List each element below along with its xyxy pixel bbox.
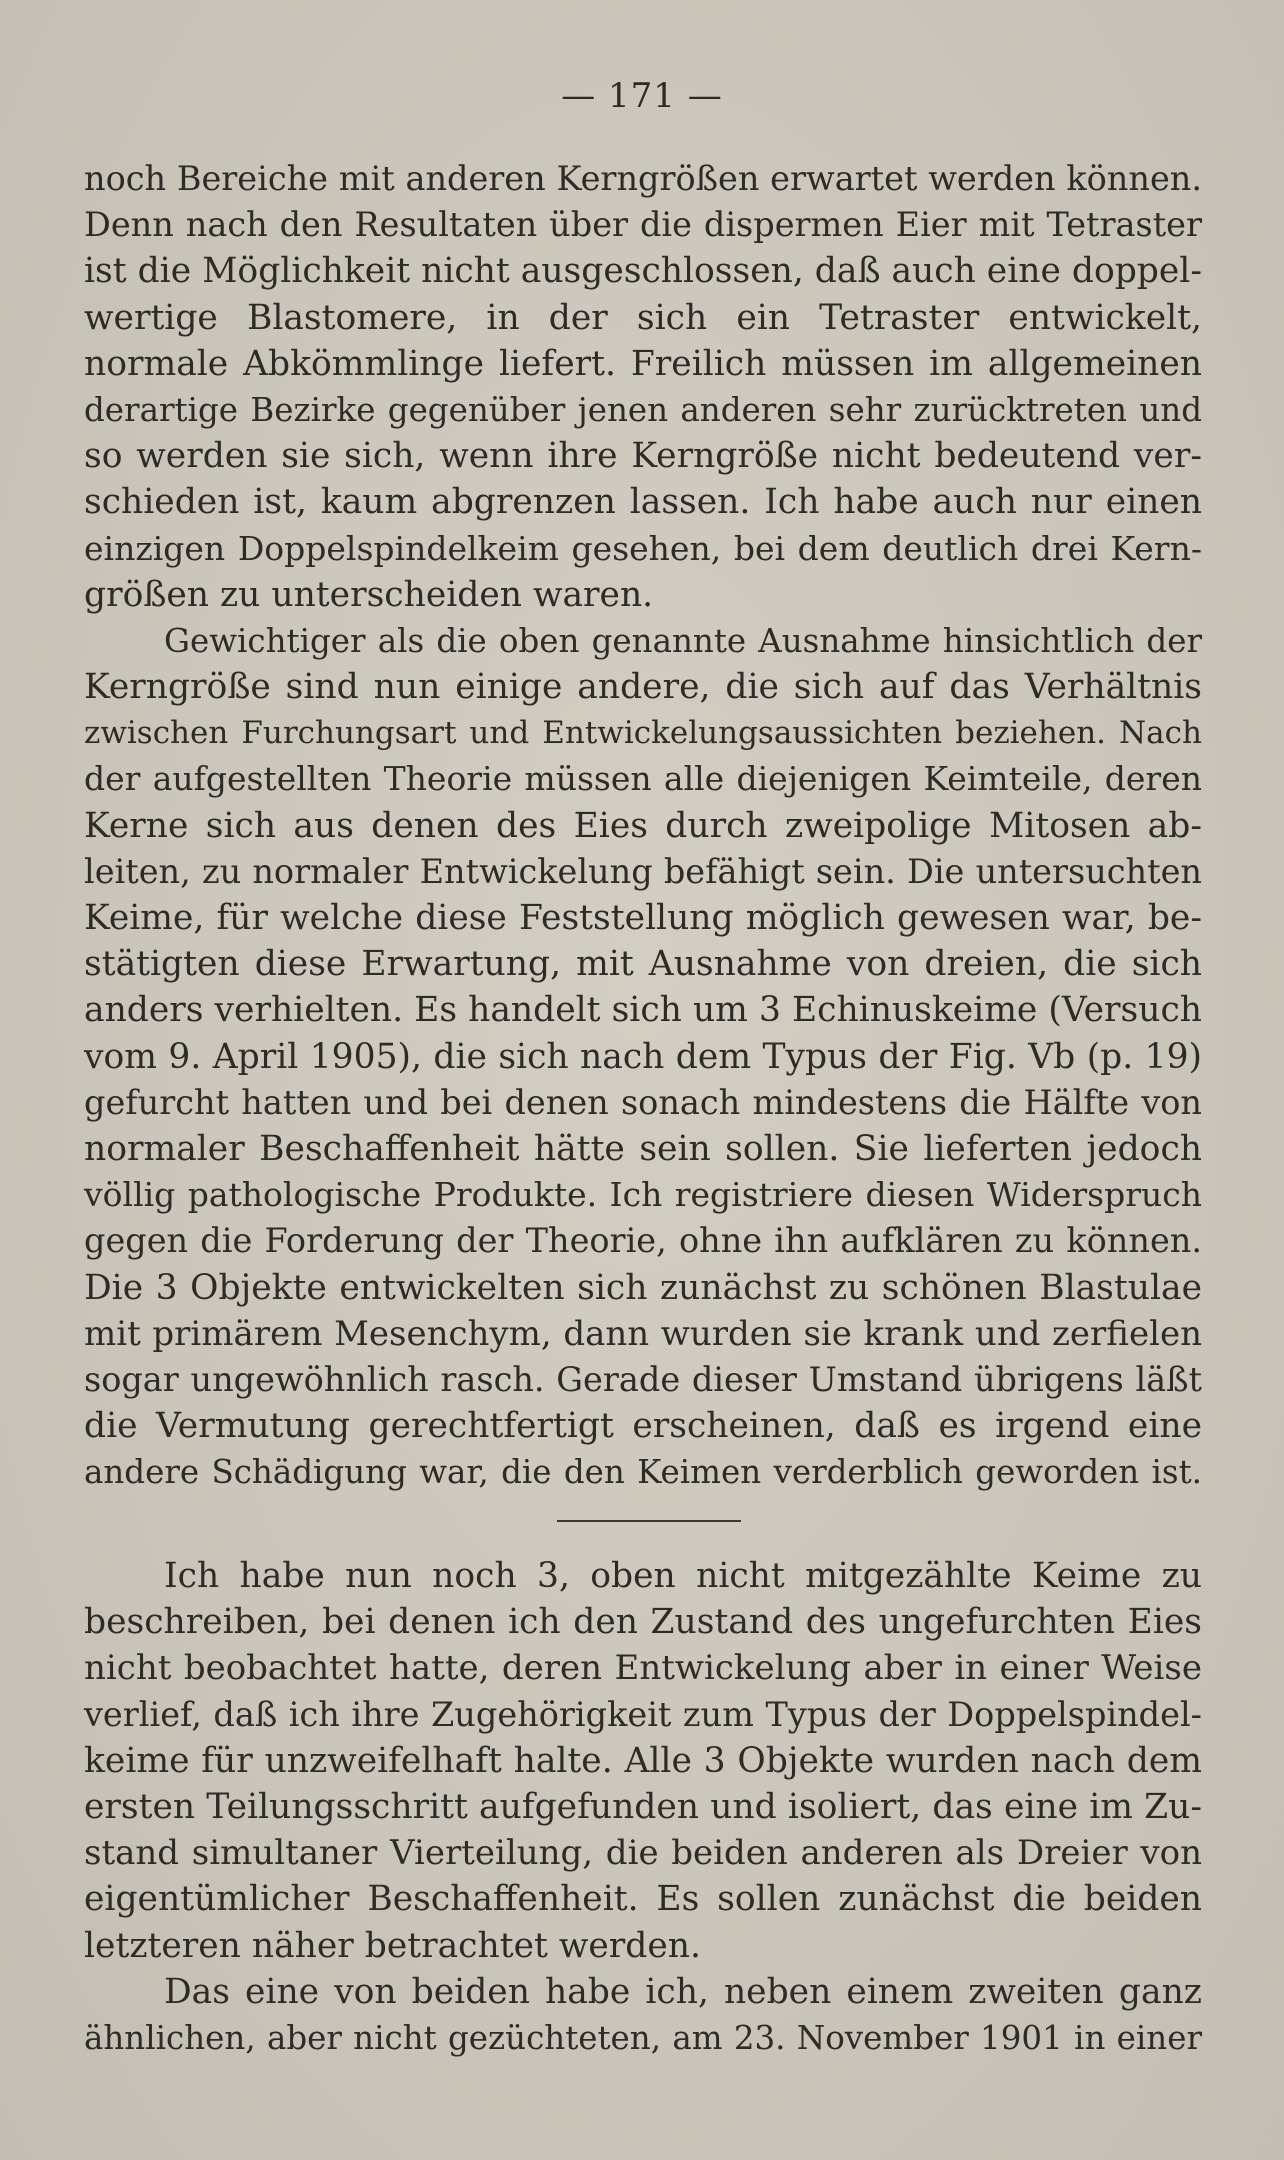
text-line: verlief, daß ich ihre Zugehörigkeit zum Typus der Doppelspindel- [84, 1694, 1202, 1734]
text-line: einzigen Doppelspindelkeim gesehen, bei dem deutlich drei Kern- [84, 528, 1202, 568]
text-line: Kerngröße sind nun einige andere, die sich auf das Verhältnis [84, 667, 1202, 708]
text-line: letzteren näher betrachtet werden. [84, 1925, 701, 1966]
text-line: wertige Blastomere, in der sich ein Tetraster entwickelt, [84, 297, 1202, 338]
page-number: — 171 — [561, 76, 723, 116]
text-line: Keime, für welche diese Feststellung möglich gewesen war, be- [84, 898, 1202, 938]
text-line: sogar ungewöhnlich rasch. Gerade dieser Umstand übrigens läßt [84, 1359, 1202, 1399]
text-line: der aufgestellten Theorie müssen alle diejenigen Keimteile, deren [84, 759, 1202, 799]
text-line: normaler Beschaffenheit hätte sein sollen. Sie lieferten jedoch [84, 1128, 1202, 1169]
text-section-1 [84, 156, 1202, 1495]
text-line: ersten Teilungsschritt aufgefunden und isoliert, das eine im Zu- [84, 1786, 1202, 1827]
text-line: nicht beobachtet hatte, deren Entwickelung aber in einer Weise [84, 1648, 1202, 1689]
text-line: keime für unzweifelhaft halte. Alle 3 Objekte wurden nach dem [84, 1740, 1202, 1781]
text-line: Das eine von beiden habe ich, neben einem zweiten ganz [164, 1971, 1202, 2012]
text-line: so werden sie sich, wenn ihre Kerngröße nicht bedeutend ver- [84, 436, 1202, 477]
text-line: Denn nach den Resultaten über die dispermen Eier mit Tetraster [84, 205, 1202, 245]
text-line: stand simultaner Vierteilung, die beiden anderen als Dreier von [84, 1833, 1202, 1874]
text-line: die Vermutung gerechtfertigt erscheinen, daß es irgend eine [84, 1406, 1202, 1447]
text-line: zwischen Furchungsart und Entwickelungsaussichten beziehen. Nach [84, 715, 1202, 752]
section-divider [557, 1520, 741, 1522]
text-line: derartige Bezirke gegenüber jenen anderen sehr zurücktreten und [84, 390, 1202, 429]
text-line: gegen die Forderung der Theorie, ohne ihn aufklären zu können. [84, 1221, 1202, 1261]
text-line: mit primärem Mesenchym, dann wurden sie krank und zerfielen [84, 1313, 1202, 1354]
text-line: beschreiben, bei denen ich den Zustand des ungefurchten Eies [84, 1602, 1202, 1643]
text-line: völlig pathologische Produkte. Ich registriere diesen Widerspruch [84, 1175, 1202, 1215]
text-line: noch Bereiche mit anderen Kerngrößen erwartet werden können. [84, 159, 1202, 198]
text-line: stätigten diese Erwartung, mit Ausnahme von dreien, die sich [84, 944, 1202, 985]
text-line: leiten, zu normaler Entwickelung befähigt sein. Die untersuchten [84, 851, 1202, 891]
text-line: Gewichtiger als die oben genannte Ausnahme hinsichtlich der [164, 621, 1202, 660]
text-line: ähnlichen, aber nicht gezüchteten, am 23. November 1901 in einer [84, 2018, 1202, 2057]
text-section-2 [84, 1553, 1202, 2061]
text-line: ist die Möglichkeit nicht ausgeschlossen, daß auch eine doppel- [84, 251, 1202, 292]
text-line: gefurcht hatten und bei denen sonach mindestens die Hälfte von [84, 1082, 1202, 1122]
text-line: normale Abkömmlinge liefert. Freilich müssen im allgemeinen [84, 343, 1202, 384]
text-line: Kerne sich aus denen des Eies durch zweipolige Mitosen ab- [84, 805, 1202, 846]
text-line: schieden ist, kaum abgrenzen lassen. Ich habe auch nur einen [84, 482, 1202, 523]
text-line: Die 3 Objekte entwickelten sich zunächst zu schönen Blastulae [84, 1267, 1202, 1308]
text-line: Ich habe nun noch 3, oben nicht mitgezählte Keime zu [164, 1556, 1202, 1596]
text-line: größen zu unterscheiden waren. [84, 574, 654, 615]
text-line: andere Schädigung war, die den Keimen verderblich geworden ist. [84, 1453, 1202, 1492]
text-line: anders verhielten. Es handelt sich um 3 Echinuskeime (Versuch [84, 990, 1202, 1031]
text-line: vom 9. April 1905), die sich nach dem Typus der Fig. Vb (p. 19) [84, 1036, 1202, 1077]
text-line: eigentümlicher Beschaffenheit. Es sollen zunächst die beiden [84, 1879, 1202, 1920]
